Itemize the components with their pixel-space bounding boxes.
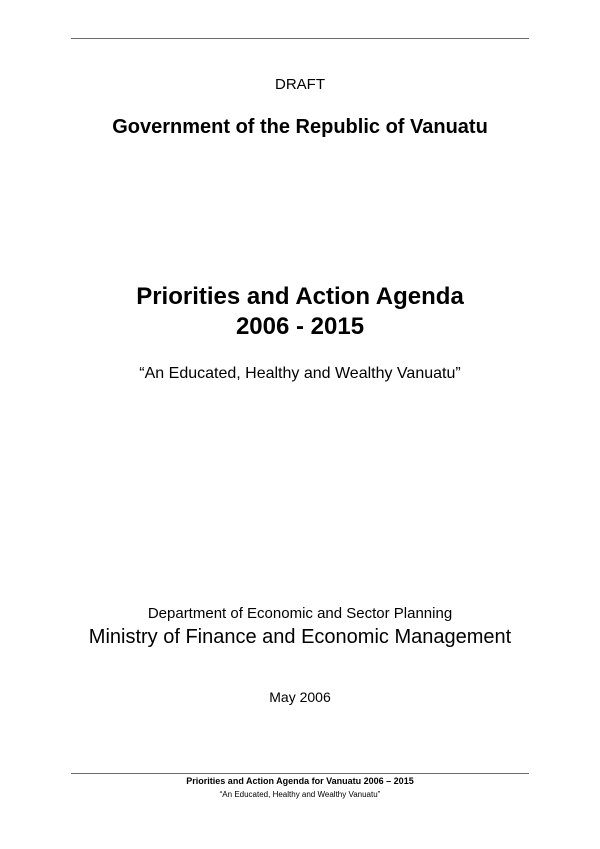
publication-date: May 2006 [269,689,331,705]
document-period: 2006 - 2015 [235,313,365,340]
footer-title: Priorities and Action Agenda for Vanuatu 2006 – 2015 [186,776,414,786]
government-heading: Government of the Republic of Vanuatu [112,116,488,138]
draft-label: DRAFT [275,76,325,93]
document-title: Priorities and Action Agenda [136,283,464,310]
header-rule [71,38,529,39]
ministry-name: Ministry of Finance and Economic Management [88,626,512,648]
footer-subtitle: “An Educated, Healthy and Wealthy Vanuatu” [219,790,381,799]
footer-rule [71,773,529,774]
document-tagline: “An Educated, Healthy and Wealthy Vanuatu” [139,365,461,382]
department-name: Department of Economic and Sector Planning [147,605,453,622]
